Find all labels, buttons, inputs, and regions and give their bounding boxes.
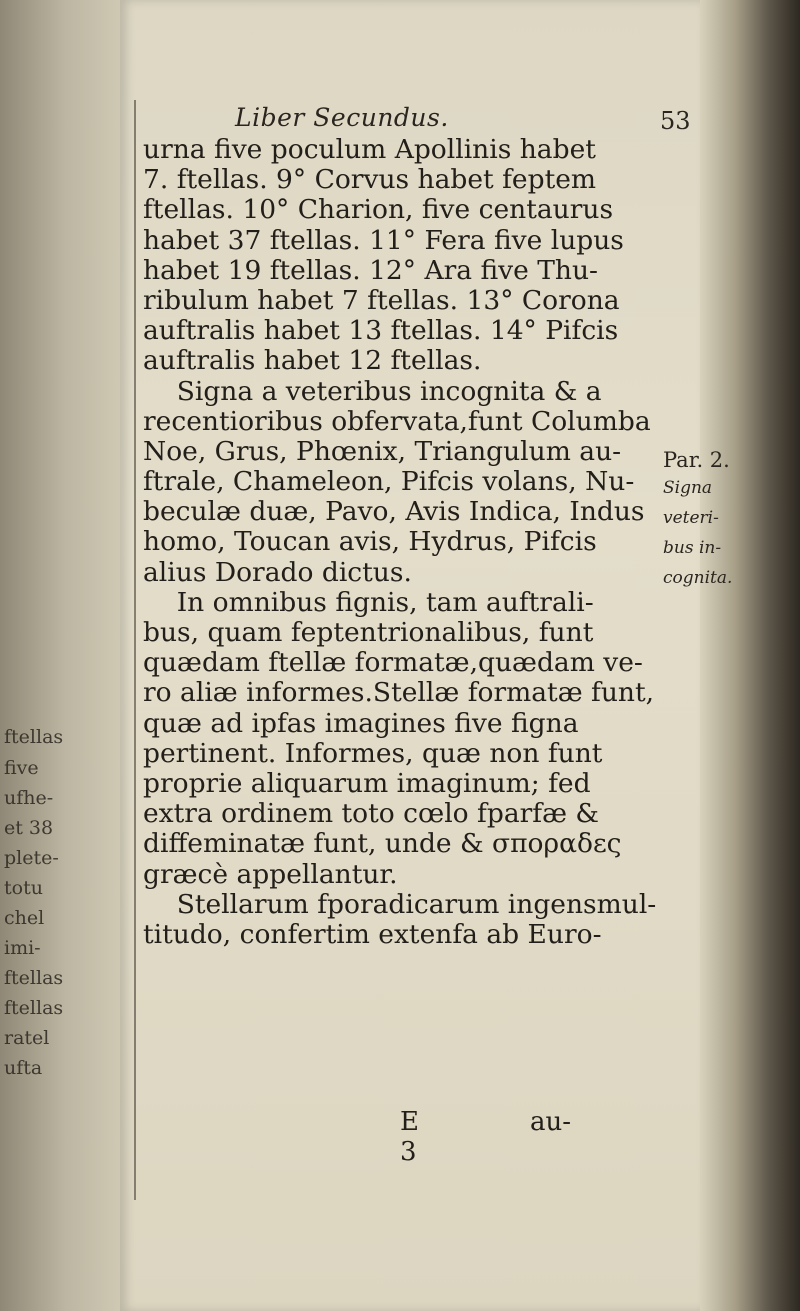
- text-line: ftrale, Chameleon, Pifcis volans, Nu-: [143, 466, 635, 498]
- text-line: diffeminatæ funt, unde & σποραδες: [143, 828, 622, 860]
- margin-note-line: Par. 2.: [663, 448, 730, 472]
- text-line: proprie aliquarum imaginum; fed: [143, 767, 591, 799]
- margin-note-line: cognita.: [663, 568, 733, 588]
- text-line: alius Dorado dictus.: [143, 556, 412, 588]
- text-line: auftralis habet 13 ftellas. 14° Pifcis: [143, 315, 619, 347]
- text-line: 7. ftellas. 9° Corvus habet feptem: [143, 164, 597, 196]
- facing-page-fragment: ftellas: [4, 967, 64, 989]
- text-line: Stellarum fporadicarum ingensmul-: [143, 888, 657, 920]
- facing-page-fragment: ufhe-: [4, 787, 54, 809]
- marginal-note: [663, 448, 732, 598]
- facing-page-fragment: et 38: [4, 817, 54, 839]
- facing-page-edge: [0, 0, 120, 1311]
- margin-note-line: Signa: [663, 478, 713, 498]
- text-line: auftralis habet 12 ftellas.: [143, 345, 482, 377]
- text-line: ro aliæ informes.Stellæ formatæ funt,: [143, 677, 655, 709]
- text-line: quæ ad ipfas imagines five figna: [143, 707, 579, 739]
- text-line: bus, quam feptentrionalibus, funt: [143, 617, 594, 648]
- facing-page-fragment: five: [4, 757, 39, 779]
- text-line: Signa a veteribus incognita & a: [143, 375, 602, 407]
- facing-page-fragment: ftellas: [4, 997, 64, 1019]
- text-line: homo, Toucan avis, Hydrus, Pifcis: [143, 526, 597, 558]
- facing-page-fragment: ufta: [4, 1057, 43, 1079]
- facing-page-fragment: ftellas: [4, 726, 64, 748]
- text-line: habet 37 ftellas. 11° Fera five lupus: [143, 224, 624, 256]
- running-head: Liber Secundus.: [235, 103, 449, 132]
- facing-page-fragment: ratel: [4, 1027, 50, 1049]
- text-line: In omnibus fignis, tam auftrali-: [143, 586, 594, 618]
- facing-page-fragment: totu: [4, 877, 43, 899]
- body-text: [143, 135, 663, 950]
- text-line: Noe, Grus, Phœnix, Triangulum au-: [143, 435, 622, 467]
- text-line: quædam ftellæ formatæ,quædam ve-: [143, 647, 643, 679]
- text-line: pertinent. Informes, quæ non funt: [143, 737, 603, 769]
- text-line: extra ordinem toto cœlo fparfæ &: [143, 798, 600, 830]
- text-line: ftellas. 10° Charion, five centaurus: [143, 194, 614, 226]
- text-line: græcè appellantur.: [143, 858, 398, 890]
- catchword: au-: [530, 1107, 572, 1137]
- text-line: urna five poculum Apollinis habet: [143, 134, 596, 165]
- text-line: ribulum habet 7 ftellas. 13° Corona: [143, 284, 620, 316]
- page-margin-rule: [134, 100, 136, 1200]
- margin-note-line: veteri-: [663, 508, 719, 528]
- facing-page-fragment: imi-: [4, 937, 41, 959]
- signature-mark: E 3: [400, 1107, 419, 1167]
- text-line: beculæ duæ, Pavo, Avis Indica, Indus: [143, 496, 645, 528]
- margin-note-line: bus in-: [663, 538, 722, 558]
- facing-page-fragment: plete-: [4, 847, 59, 869]
- text-line: recentioribus obfervata,funt Columba: [143, 405, 651, 437]
- text-line: habet 19 ftellas. 12° Ara five Thu-: [143, 254, 599, 286]
- book-fore-edge: [700, 0, 800, 1311]
- text-line: titudo, confertim extenfa ab Euro-: [143, 918, 602, 950]
- page-number: 53: [660, 107, 691, 135]
- facing-page-fragment: chel: [4, 907, 45, 929]
